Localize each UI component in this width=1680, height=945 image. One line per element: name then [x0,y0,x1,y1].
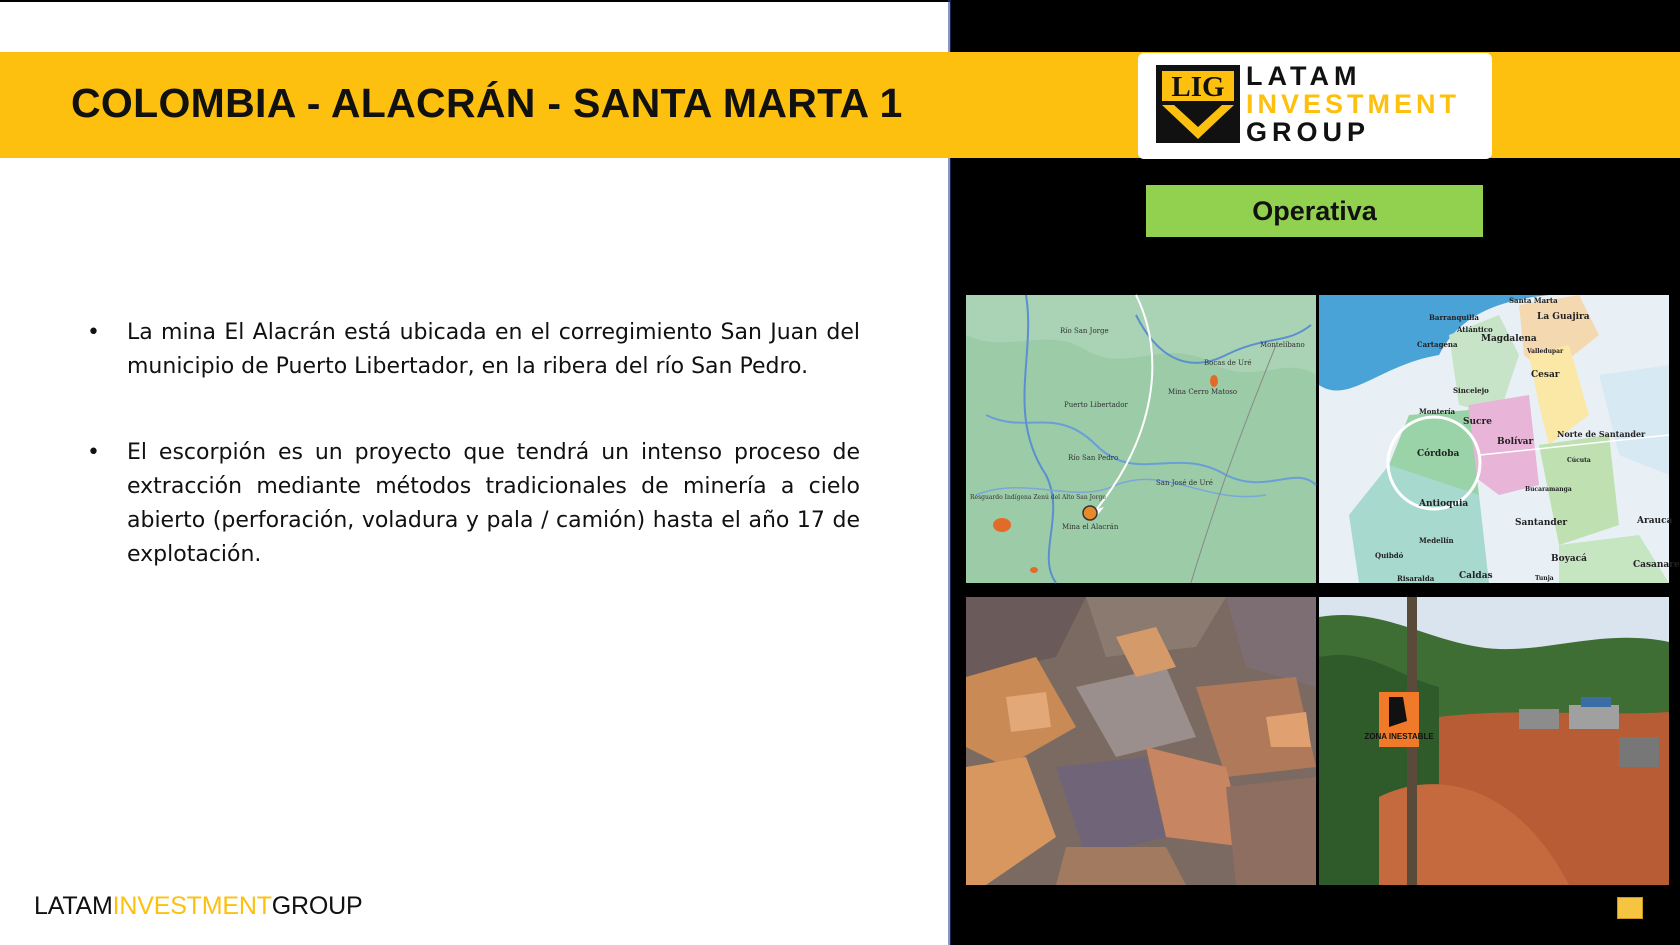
map-label: La Guajira [1537,312,1590,322]
map-label: Quibdó [1375,551,1404,560]
map-label: Tunja [1535,575,1554,582]
bullet-dot-icon: • [87,440,100,465]
map-label: Medellín [1419,536,1454,545]
map-label: Santander [1515,518,1568,528]
map-label: Barranquilla [1429,313,1479,322]
footer-brand [34,892,362,921]
map-label: Casanare [1633,560,1680,570]
map-label: Bolívar [1497,437,1534,447]
top-border [0,0,950,2]
sign-text: ZONA INESTABLE [1364,732,1434,741]
map-label: Mina el Alacrán [1062,523,1119,531]
map-label: Antioquia [1419,499,1469,509]
map-label: Cartagena [1417,340,1458,349]
map-label: Cesar [1531,370,1560,380]
map-label: Córdoba [1417,449,1460,459]
map-label: Resguardo Indígena Zenú del Alto San Jorge [970,494,1106,501]
map-label: Magdalena [1481,334,1537,344]
map-label: Santa Marta [1509,296,1558,305]
mining-site-photo [1319,597,1669,885]
map-label: Valledupar [1527,348,1564,355]
map-label: Sincelejo [1453,386,1489,395]
map-label: Bucaramanga [1525,486,1572,493]
bullet-text: El escorpión es un proyecto que tendrá un intenso proceso de extracción mediante métodos tradicionales de minería a cielo abierto (perforación, voladura y pala / camión) hasta el año 17 de explotación. [127,440,860,567]
logo-mark-icon [1156,65,1240,143]
map-label: San José de Uré [1156,479,1213,487]
map-label: Mina Cerro Matoso [1168,388,1238,396]
bullet-dot-icon: • [87,320,100,345]
bullet-list [85,316,860,624]
map-label: Norte de Santander [1557,429,1646,439]
map-label: Montelíbano [1260,341,1305,349]
company-logo [1138,53,1492,159]
footer-brand-latam: LATAM [34,892,113,920]
logo-line-group: GROUP [1246,117,1371,147]
bullet-item [85,316,860,384]
footer-brand-group: GROUP [271,892,363,920]
map-label: Cúcuta [1567,457,1591,464]
map-label: Sucre [1463,417,1492,427]
local-location-map [966,295,1316,583]
map-label: Río San Pedro [1068,454,1119,462]
status-badge[interactable]: Operativa [1146,185,1483,237]
map-label: Risaralda [1397,574,1435,583]
slide-corner-icon [1617,897,1643,919]
map-label: Atlántico [1457,325,1493,334]
bullet-item [85,436,860,572]
logo-line-latam: LATAM [1246,61,1362,91]
map-label: Puerto Libertador [1064,401,1128,409]
logo-mark-text: LIG [1171,71,1225,103]
regional-map [1319,295,1680,583]
map-label: Arauca [1637,516,1673,526]
footer-brand-investment: INVESTMENT [112,892,272,920]
map-label: Río San Jorge [1060,327,1109,335]
map-label: Montería [1419,407,1456,416]
map-label: Boyacá [1551,554,1587,564]
rock-sample-photo [966,597,1316,885]
map-label: Bocas de Uré [1204,359,1252,367]
logo-line-investment: INVESTMENT [1246,89,1461,119]
map-label: Caldas [1459,571,1493,581]
right-top-band [951,0,1680,47]
slide-title: COLOMBIA - ALACRÁN - SANTA MARTA 1 [71,80,903,126]
bullet-text: La mina El Alacrán está ubicada en el corregimiento San Juan del municipio de Puerto Libertador, en la ribera del río San Pedro. [127,320,860,379]
